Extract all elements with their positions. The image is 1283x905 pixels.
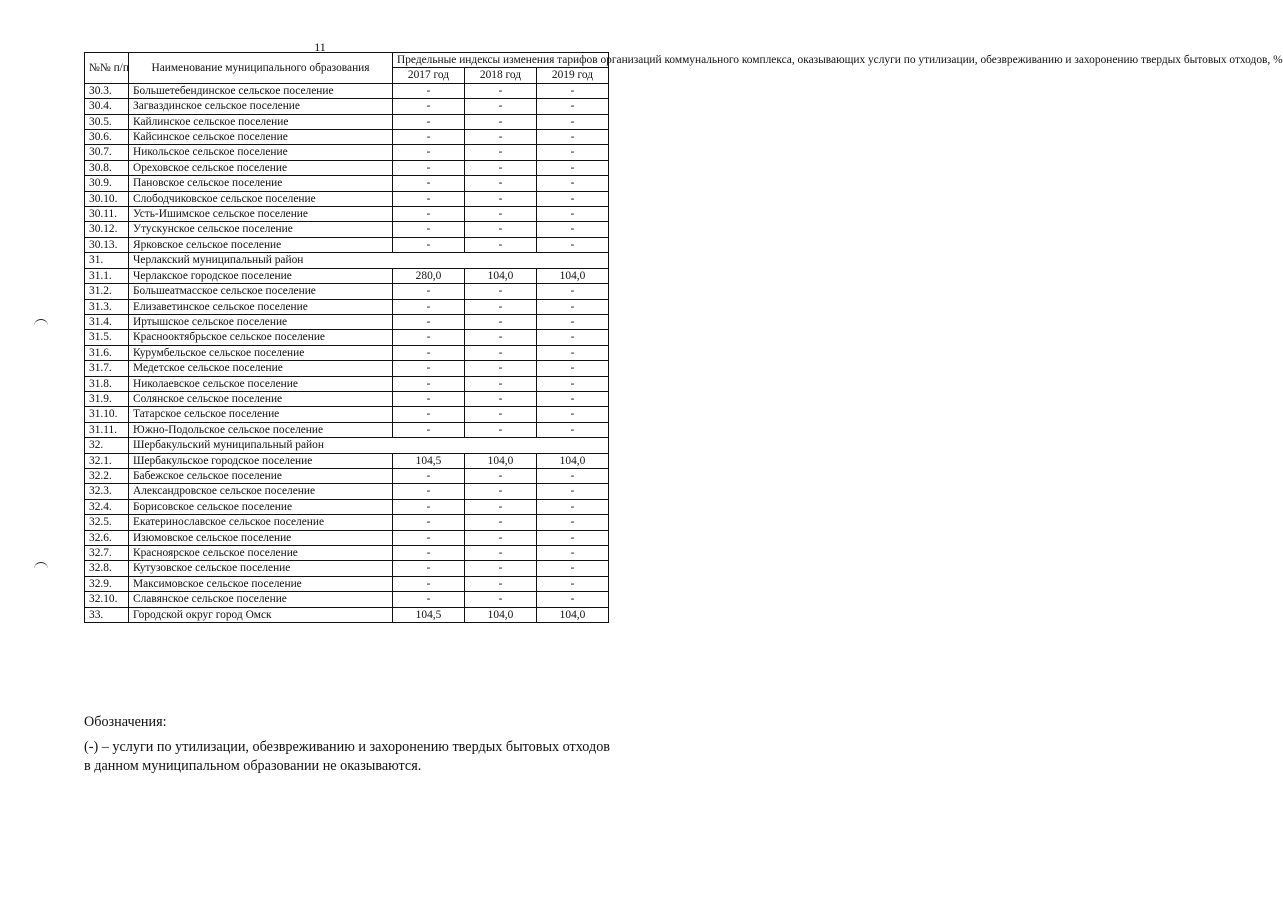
row-number: 32.6. bbox=[85, 530, 129, 545]
value-2019: - bbox=[537, 299, 609, 314]
value-2018: - bbox=[465, 546, 537, 561]
value-2018: - bbox=[465, 484, 537, 499]
value-2018: - bbox=[465, 576, 537, 591]
district-name: Черлакский муниципальный район bbox=[129, 253, 609, 268]
value-2018: - bbox=[465, 207, 537, 222]
value-2018: - bbox=[465, 561, 537, 576]
value-2019: - bbox=[537, 222, 609, 237]
value-2017: - bbox=[393, 407, 465, 422]
table-row bbox=[85, 176, 609, 191]
value-2019: - bbox=[537, 561, 609, 576]
row-number: 30.13. bbox=[85, 237, 129, 252]
row-number: 32.7. bbox=[85, 546, 129, 561]
row-number: 32.10. bbox=[85, 592, 129, 607]
municipality-name: Черлакское городское поселение bbox=[129, 268, 393, 283]
municipality-name: Екатеринославское сельское поселение bbox=[129, 515, 393, 530]
value-2019: - bbox=[537, 361, 609, 376]
table-row bbox=[85, 468, 609, 483]
value-2019: 104,0 bbox=[537, 453, 609, 468]
table-section-row bbox=[85, 438, 609, 453]
municipality-name: Максимовское сельское поселение bbox=[129, 576, 393, 591]
row-number: 30.11. bbox=[85, 207, 129, 222]
value-2017: - bbox=[393, 176, 465, 191]
table-row bbox=[85, 83, 609, 98]
table-row bbox=[85, 222, 609, 237]
value-2019: - bbox=[537, 391, 609, 406]
value-2019: - bbox=[537, 284, 609, 299]
value-2019: - bbox=[537, 160, 609, 175]
value-2019: - bbox=[537, 407, 609, 422]
municipality-name: Ореховское сельское поселение bbox=[129, 160, 393, 175]
row-number: 31.6. bbox=[85, 345, 129, 360]
value-2018: 104,0 bbox=[465, 607, 537, 622]
municipality-name: Бабежское сельское поселение bbox=[129, 468, 393, 483]
table-row bbox=[85, 160, 609, 175]
value-2019: 104,0 bbox=[537, 607, 609, 622]
municipality-name: Борисовское сельское поселение bbox=[129, 499, 393, 514]
value-2019: - bbox=[537, 83, 609, 98]
header-name: Наименование муниципального образования bbox=[129, 53, 393, 84]
municipality-name: Утускунское сельское поселение bbox=[129, 222, 393, 237]
value-2018: - bbox=[465, 145, 537, 160]
row-number: 30.12. bbox=[85, 222, 129, 237]
value-2017: - bbox=[393, 422, 465, 437]
header-year-2017: 2017 год bbox=[393, 68, 465, 83]
header-indices: Предельные индексы изменения тарифов организаций коммунального комплекса, оказывающих услуги по утилизации, обезвреживанию и захоронению твердых бытовых отходов, % bbox=[393, 53, 609, 68]
value-2018: - bbox=[465, 83, 537, 98]
table-row bbox=[85, 130, 609, 145]
margin-mark bbox=[34, 562, 48, 569]
value-2018: - bbox=[465, 130, 537, 145]
table-row bbox=[85, 484, 609, 499]
value-2019: - bbox=[537, 546, 609, 561]
value-2017: 280,0 bbox=[393, 268, 465, 283]
value-2018: - bbox=[465, 345, 537, 360]
value-2019: - bbox=[537, 422, 609, 437]
table-row bbox=[85, 191, 609, 206]
table-section-row bbox=[85, 253, 609, 268]
row-number: 31. bbox=[85, 253, 129, 268]
municipality-name: Пановское сельское поселение bbox=[129, 176, 393, 191]
value-2017: - bbox=[393, 515, 465, 530]
row-number: 32.4. bbox=[85, 499, 129, 514]
value-2017: - bbox=[393, 576, 465, 591]
table-row bbox=[85, 561, 609, 576]
value-2017: - bbox=[393, 237, 465, 252]
row-number: 31.2. bbox=[85, 284, 129, 299]
table-row bbox=[85, 268, 609, 283]
row-number: 31.1. bbox=[85, 268, 129, 283]
row-number: 31.8. bbox=[85, 376, 129, 391]
value-2018: 104,0 bbox=[465, 268, 537, 283]
value-2017: - bbox=[393, 361, 465, 376]
header-year-2019: 2019 год bbox=[537, 68, 609, 83]
value-2018: - bbox=[465, 422, 537, 437]
value-2019: - bbox=[537, 484, 609, 499]
municipality-name: Изюмовское сельское поселение bbox=[129, 530, 393, 545]
municipality-name: Слободчиковское сельское поселение bbox=[129, 191, 393, 206]
value-2019: - bbox=[537, 515, 609, 530]
table-row bbox=[85, 391, 609, 406]
value-2018: - bbox=[465, 237, 537, 252]
value-2018: - bbox=[465, 330, 537, 345]
value-2019: 104,0 bbox=[537, 268, 609, 283]
table-body bbox=[85, 83, 609, 622]
row-number: 31.9. bbox=[85, 391, 129, 406]
municipality-name: Ярковское сельское поселение bbox=[129, 237, 393, 252]
value-2017: - bbox=[393, 83, 465, 98]
value-2019: - bbox=[537, 176, 609, 191]
municipality-name: Городской округ город Омск bbox=[129, 607, 393, 622]
row-number: 32.3. bbox=[85, 484, 129, 499]
value-2018: 104,0 bbox=[465, 453, 537, 468]
municipality-name: Татарское сельское поселение bbox=[129, 407, 393, 422]
value-2017: - bbox=[393, 145, 465, 160]
value-2017: - bbox=[393, 191, 465, 206]
table-row bbox=[85, 237, 609, 252]
value-2019: - bbox=[537, 130, 609, 145]
row-number: 31.5. bbox=[85, 330, 129, 345]
municipality-name: Большеатмасское сельское поселение bbox=[129, 284, 393, 299]
table-row bbox=[85, 515, 609, 530]
value-2018: - bbox=[465, 284, 537, 299]
value-2017: 104,5 bbox=[393, 607, 465, 622]
value-2018: - bbox=[465, 468, 537, 483]
value-2017: - bbox=[393, 530, 465, 545]
value-2019: - bbox=[537, 530, 609, 545]
value-2017: - bbox=[393, 561, 465, 576]
row-number: 33. bbox=[85, 607, 129, 622]
value-2017: - bbox=[393, 592, 465, 607]
municipality-name: Усть-Ишимское сельское поселение bbox=[129, 207, 393, 222]
row-number: 32.8. bbox=[85, 561, 129, 576]
row-number: 30.4. bbox=[85, 99, 129, 114]
value-2019: - bbox=[537, 592, 609, 607]
value-2019: - bbox=[537, 499, 609, 514]
municipality-name: Солянское сельское поселение bbox=[129, 391, 393, 406]
table-row bbox=[85, 576, 609, 591]
value-2019: - bbox=[537, 345, 609, 360]
row-number: 31.3. bbox=[85, 299, 129, 314]
tariff-indices-table bbox=[84, 52, 1283, 623]
table-row bbox=[85, 407, 609, 422]
table-row bbox=[85, 499, 609, 514]
municipality-name: Кайлинское сельское поселение bbox=[129, 114, 393, 129]
value-2018: - bbox=[465, 191, 537, 206]
row-number: 30.10. bbox=[85, 191, 129, 206]
value-2019: - bbox=[537, 145, 609, 160]
value-2019: - bbox=[537, 376, 609, 391]
table-row bbox=[85, 207, 609, 222]
table-row bbox=[85, 299, 609, 314]
table-row bbox=[85, 284, 609, 299]
value-2019: - bbox=[537, 191, 609, 206]
value-2019: - bbox=[537, 330, 609, 345]
municipality-name: Кайсинское сельское поселение bbox=[129, 130, 393, 145]
municipality-name: Южно-Подольское сельское поселение bbox=[129, 422, 393, 437]
municipality-name: Александровское сельское поселение bbox=[129, 484, 393, 499]
municipality-name: Большетебендинское сельское поселение bbox=[129, 83, 393, 98]
header-year-2018: 2018 год bbox=[465, 68, 537, 83]
value-2017: - bbox=[393, 391, 465, 406]
value-2019: - bbox=[537, 207, 609, 222]
table-row bbox=[85, 114, 609, 129]
row-number: 30.5. bbox=[85, 114, 129, 129]
value-2018: - bbox=[465, 222, 537, 237]
value-2017: - bbox=[393, 114, 465, 129]
row-number: 32.1. bbox=[85, 453, 129, 468]
value-2017: - bbox=[393, 160, 465, 175]
value-2017: - bbox=[393, 499, 465, 514]
table-row bbox=[85, 530, 609, 545]
row-number: 32.2. bbox=[85, 468, 129, 483]
table-row bbox=[85, 607, 609, 622]
municipality-name: Никольское сельское поселение bbox=[129, 145, 393, 160]
municipality-name: Иртышское сельское поселение bbox=[129, 314, 393, 329]
municipality-name: Краснооктябрьское сельское поселение bbox=[129, 330, 393, 345]
table-row bbox=[85, 592, 609, 607]
value-2017: - bbox=[393, 468, 465, 483]
table-row bbox=[85, 330, 609, 345]
district-name: Шербакульский муниципальный район bbox=[129, 438, 609, 453]
value-2018: - bbox=[465, 376, 537, 391]
value-2017: - bbox=[393, 314, 465, 329]
value-2018: - bbox=[465, 176, 537, 191]
row-number: 32. bbox=[85, 438, 129, 453]
row-number: 30.3. bbox=[85, 83, 129, 98]
table-row bbox=[85, 345, 609, 360]
value-2019: - bbox=[537, 576, 609, 591]
value-2018: - bbox=[465, 592, 537, 607]
table-row bbox=[85, 99, 609, 114]
value-2019: - bbox=[537, 468, 609, 483]
value-2018: - bbox=[465, 530, 537, 545]
value-2017: - bbox=[393, 546, 465, 561]
value-2017: - bbox=[393, 345, 465, 360]
value-2019: - bbox=[537, 237, 609, 252]
row-number: 30.7. bbox=[85, 145, 129, 160]
row-number: 31.11. bbox=[85, 422, 129, 437]
value-2017: - bbox=[393, 222, 465, 237]
value-2018: - bbox=[465, 499, 537, 514]
municipality-name: Елизаветинское сельское поселение bbox=[129, 299, 393, 314]
municipality-name: Николаевское сельское поселение bbox=[129, 376, 393, 391]
table-row bbox=[85, 453, 609, 468]
table-row bbox=[85, 546, 609, 561]
municipality-name: Курумбельское сельское поселение bbox=[129, 345, 393, 360]
municipality-name: Загваздинское сельское поселение bbox=[129, 99, 393, 114]
value-2017: - bbox=[393, 299, 465, 314]
municipality-name: Красноярское сельское поселение bbox=[129, 546, 393, 561]
row-number: 30.9. bbox=[85, 176, 129, 191]
notes-title: Обозначения: bbox=[84, 714, 167, 730]
row-number: 31.4. bbox=[85, 314, 129, 329]
value-2017: - bbox=[393, 99, 465, 114]
value-2017: - bbox=[393, 207, 465, 222]
table-row bbox=[85, 145, 609, 160]
page-number: 11 bbox=[314, 40, 326, 54]
value-2018: - bbox=[465, 114, 537, 129]
value-2017: 104,5 bbox=[393, 453, 465, 468]
value-2018: - bbox=[465, 160, 537, 175]
municipality-name: Кутузовское сельское поселение bbox=[129, 561, 393, 576]
value-2018: - bbox=[465, 361, 537, 376]
value-2019: - bbox=[537, 314, 609, 329]
municipality-name: Славянское сельское поселение bbox=[129, 592, 393, 607]
value-2019: - bbox=[537, 114, 609, 129]
value-2018: - bbox=[465, 515, 537, 530]
value-2018: - bbox=[465, 314, 537, 329]
value-2017: - bbox=[393, 330, 465, 345]
row-number: 32.5. bbox=[85, 515, 129, 530]
table-row bbox=[85, 376, 609, 391]
row-number: 30.8. bbox=[85, 160, 129, 175]
municipality-name: Медетское сельское поселение bbox=[129, 361, 393, 376]
margin-mark bbox=[34, 319, 48, 326]
value-2017: - bbox=[393, 284, 465, 299]
value-2018: - bbox=[465, 299, 537, 314]
table-row bbox=[85, 361, 609, 376]
notes-text: (-) – услуги по утилизации, обезвреживанию и захоронению твердых бытовых отходов в данном муниципальном образовании не оказываются. bbox=[84, 739, 610, 774]
row-number: 31.7. bbox=[85, 361, 129, 376]
header-num: №№ п/п bbox=[85, 53, 129, 84]
table-row bbox=[85, 422, 609, 437]
value-2018: - bbox=[465, 99, 537, 114]
value-2019: - bbox=[537, 99, 609, 114]
value-2018: - bbox=[465, 391, 537, 406]
table-row bbox=[85, 314, 609, 329]
row-number: 30.6. bbox=[85, 130, 129, 145]
value-2017: - bbox=[393, 484, 465, 499]
value-2017: - bbox=[393, 376, 465, 391]
row-number: 32.9. bbox=[85, 576, 129, 591]
value-2017: - bbox=[393, 130, 465, 145]
value-2018: - bbox=[465, 407, 537, 422]
municipality-name: Шербакульское городское поселение bbox=[129, 453, 393, 468]
row-number: 31.10. bbox=[85, 407, 129, 422]
